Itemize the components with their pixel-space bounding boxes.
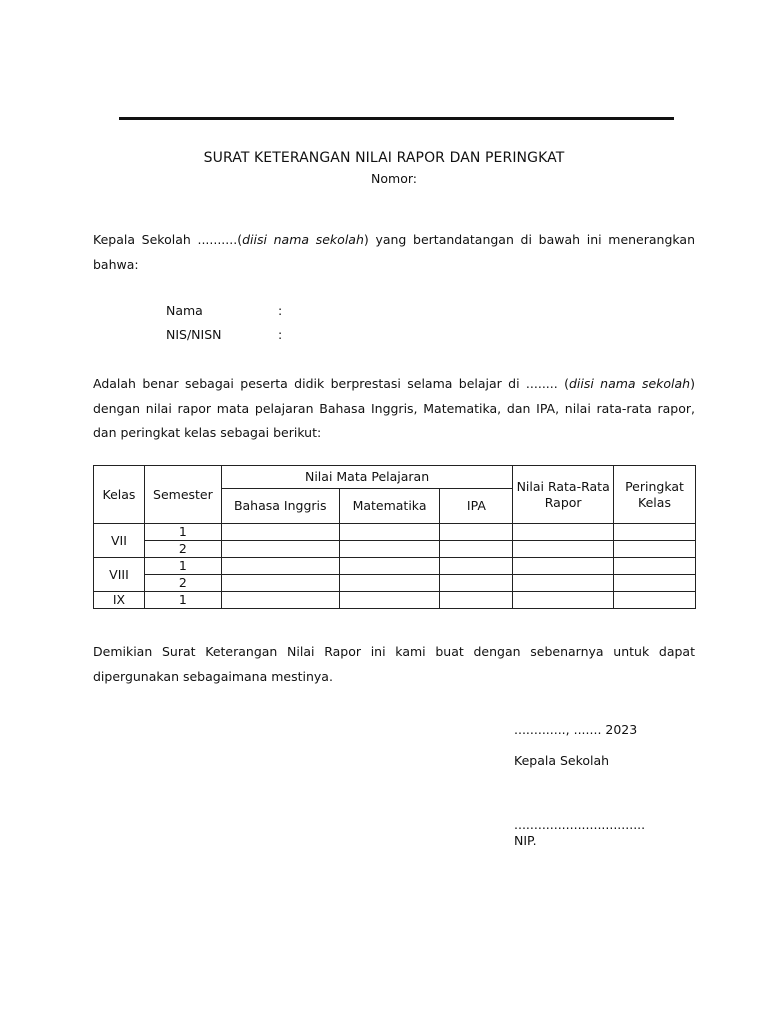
cell-science: [440, 558, 513, 575]
table-row: [94, 558, 696, 575]
statement-text-before: Adalah benar sebagai peserta didik berprestasi selama belajar di ........ (: [93, 376, 569, 391]
field-separator: :: [278, 303, 283, 318]
statement-text-after: ) dengan nilai rapor mata pelajaran Bahasa Inggris, Matematika, dan IPA, nilai rata-rata rapor, dan peringkat kelas sebagai berikut:: [93, 376, 695, 440]
cell-rank: [614, 558, 696, 575]
cell-semester: 2: [144, 541, 221, 558]
header-science: IPA: [440, 489, 513, 524]
cell-science: [440, 541, 513, 558]
cell-rank: [614, 524, 696, 541]
table-row: [94, 592, 696, 609]
header-kelas: Kelas: [94, 466, 145, 524]
header-semester: Semester: [144, 466, 221, 524]
field-separator: :: [278, 327, 283, 342]
cell-math: [339, 541, 440, 558]
intro-text-before: Kepala Sekolah ..........(: [93, 232, 243, 247]
signature-date-line: ............., ....... 2023: [514, 722, 638, 737]
intro-text-after: ) yang bertandatangan di bawah ini menerangkan bahwa:: [93, 232, 696, 272]
cell-english: [221, 558, 339, 575]
cell-semester: 1: [144, 524, 221, 541]
cell-semester: 1: [144, 558, 221, 575]
cell-math: [339, 558, 440, 575]
cell-rank: [614, 575, 696, 592]
cell-average: [513, 592, 614, 609]
grades-table: [93, 465, 696, 609]
cell-kelas: VII: [94, 524, 145, 558]
statement-placeholder-school: diisi nama sekolah: [568, 376, 691, 391]
cell-average: [513, 541, 614, 558]
header-english: Bahasa Inggris: [221, 489, 339, 524]
table-row: [94, 524, 696, 541]
cell-english: [221, 524, 339, 541]
cell-average: [513, 575, 614, 592]
cell-average: [513, 524, 614, 541]
intro-placeholder-school: diisi nama sekolah: [242, 232, 364, 247]
table-row: [94, 575, 696, 592]
cell-science: [440, 575, 513, 592]
cell-rank: [614, 592, 696, 609]
cell-semester: 1: [144, 592, 221, 609]
cell-semester: 2: [144, 575, 221, 592]
cell-english: [221, 592, 339, 609]
cell-kelas: IX: [94, 592, 145, 609]
cell-science: [440, 524, 513, 541]
signature-role: Kepala Sekolah: [514, 753, 610, 768]
field-row-name: [166, 303, 282, 318]
cell-english: [221, 575, 339, 592]
header-rank: Peringkat Kelas: [614, 466, 696, 524]
letterhead-rule: [119, 117, 674, 120]
table-row: [94, 541, 696, 558]
cell-average: [513, 558, 614, 575]
field-label-name: Nama: [166, 303, 203, 318]
header-average: Nilai Rata-Rata Rapor: [513, 466, 614, 524]
header-subjects-group: Nilai Mata Pelajaran: [221, 466, 512, 489]
cell-kelas: VIII: [94, 558, 145, 592]
intro-paragraph: [93, 228, 695, 277]
cell-science: [440, 592, 513, 609]
signature-name-line: .................................: [514, 817, 646, 832]
closing-paragraph: Demikian Surat Keterangan Nilai Rapor ini kami buat dengan sebenarnya untuk dapat dipergunakan sebagaimana mestinya.: [93, 644, 695, 684]
signature-nip-label: NIP.: [514, 833, 537, 848]
field-label-nis: NIS/NISN: [166, 327, 222, 342]
cell-math: [339, 524, 440, 541]
letter-number-label: Nomor:: [371, 171, 417, 186]
cell-math: [339, 592, 440, 609]
field-row-nis: [166, 327, 282, 342]
cell-rank: [614, 541, 696, 558]
statement-paragraph: [93, 372, 695, 446]
cell-math: [339, 575, 440, 592]
header-math: Matematika: [339, 489, 440, 524]
letter-title: SURAT KETERANGAN NILAI RAPOR DAN PERINGKAT: [203, 150, 565, 166]
cell-english: [221, 541, 339, 558]
